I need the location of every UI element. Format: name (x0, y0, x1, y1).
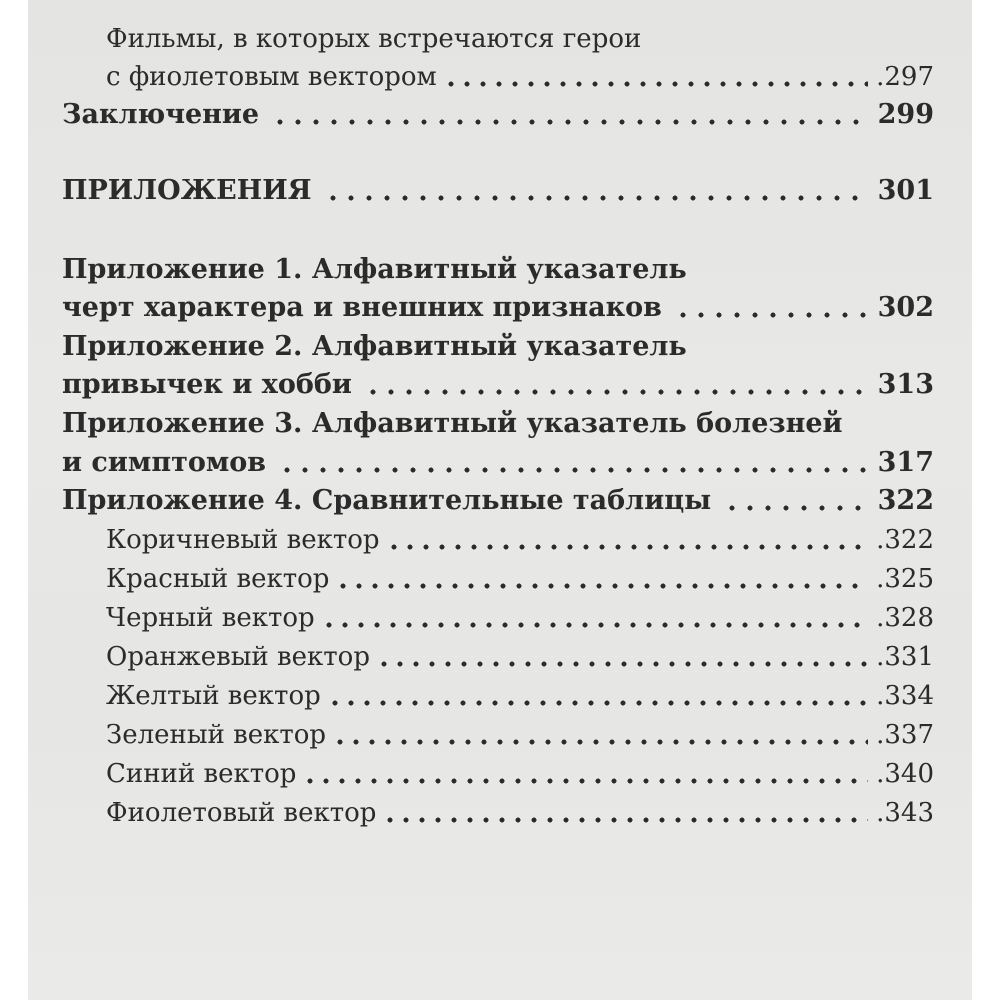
toc-entry-red-vector (62, 560, 934, 598)
toc-entry-appendix-1-line1 (62, 251, 934, 289)
toc-entry-text: с фиолетовым вектором (106, 62, 437, 92)
toc-entry-appendix-1-line2 (62, 289, 934, 327)
book-page (28, 0, 972, 1000)
toc-entry-page: 317 (877, 447, 934, 478)
toc-entry-appendix-3-line1 (62, 405, 934, 443)
toc-entry-page: 313 (877, 369, 934, 400)
dot-leader (327, 700, 868, 706)
toc-entry-text: Приложение 4. Сравнительные таблицы (62, 485, 712, 516)
toc-entry-text: ПРИЛОЖЕНИЯ (62, 175, 312, 206)
toc-entry-text: Коричневый вектор (106, 525, 380, 555)
toc-entry-text: Фиолетовый вектор (106, 798, 377, 828)
dot-leader (302, 778, 868, 784)
toc-entry-page: .331 (876, 642, 934, 672)
toc-entry-text: Приложение 2. Алфавитный указатель (62, 331, 687, 362)
toc-entry-appendix-2-line1 (62, 328, 934, 366)
toc-entry-text: Приложение 1. Алфавитный указатель (62, 254, 687, 285)
dot-leader (335, 583, 868, 589)
dot-leader (674, 312, 870, 318)
toc-entry-text: Синий вектор (106, 759, 297, 789)
toc-entry-page: .325 (876, 564, 934, 594)
dot-leader (278, 467, 870, 473)
dot-leader (271, 119, 870, 125)
toc-entry-violet-vector (62, 794, 934, 832)
toc-entry-appendix-3-line2 (62, 444, 934, 482)
toc-entry-page: 322 (877, 485, 934, 516)
dot-leader (332, 739, 868, 745)
toc-entry-page: .322 (876, 525, 934, 555)
toc-entry-appendices (62, 172, 934, 210)
toc-entry-page: .328 (876, 603, 934, 633)
toc-entry-text: Черный вектор (106, 603, 315, 633)
toc-entry-text: Оранжевый вектор (106, 642, 370, 672)
toc-entry-appendix-2-line2 (62, 366, 934, 404)
toc-entry-page: 302 (877, 292, 934, 323)
toc-entry-text: привычек и хобби (62, 369, 352, 400)
toc-entry-text: Заключение (62, 99, 260, 130)
toc-entry-films-line1 (62, 20, 934, 58)
toc-entry-page: .340 (876, 759, 934, 789)
dot-leader (324, 195, 870, 201)
toc-entry-text: и симптомов (62, 447, 267, 478)
toc-entry-page: 299 (877, 99, 934, 130)
toc-entry-conclusion (62, 96, 934, 134)
dot-leader (443, 81, 868, 87)
toc-entry-page: .343 (876, 798, 934, 828)
toc-entry-blue-vector (62, 755, 934, 793)
dot-leader (321, 622, 868, 628)
dot-leader (364, 389, 870, 395)
toc-entry-page: 301 (877, 175, 934, 206)
toc-entry-text: Зеленый вектор (106, 720, 327, 750)
toc-entry-text: Красный вектор (106, 564, 330, 594)
toc-entry-page: .337 (876, 720, 934, 750)
toc-entry-page: .297 (876, 62, 934, 92)
dot-leader (386, 544, 869, 550)
toc-entry-black-vector (62, 599, 934, 637)
toc-entry-text: Фильмы, в которых встречаются герои (106, 24, 642, 54)
toc-entry-orange-vector (62, 638, 934, 676)
toc-entry-text: Приложение 3. Алфавитный указатель болезней (62, 408, 843, 439)
toc-entry-films-line2 (62, 58, 934, 96)
toc-entry-brown-vector (62, 521, 934, 559)
toc-entry-yellow-vector (62, 677, 934, 715)
dot-leader (376, 661, 868, 667)
toc-entry-green-vector (62, 716, 934, 754)
toc-entry-appendix-4 (62, 482, 934, 520)
dot-leader (723, 505, 869, 511)
toc-entry-text: черт характера и внешних признаков (62, 292, 662, 323)
toc-entry-text: Желтый вектор (106, 681, 321, 711)
toc-entry-page: .334 (876, 681, 934, 711)
dot-leader (382, 817, 868, 823)
